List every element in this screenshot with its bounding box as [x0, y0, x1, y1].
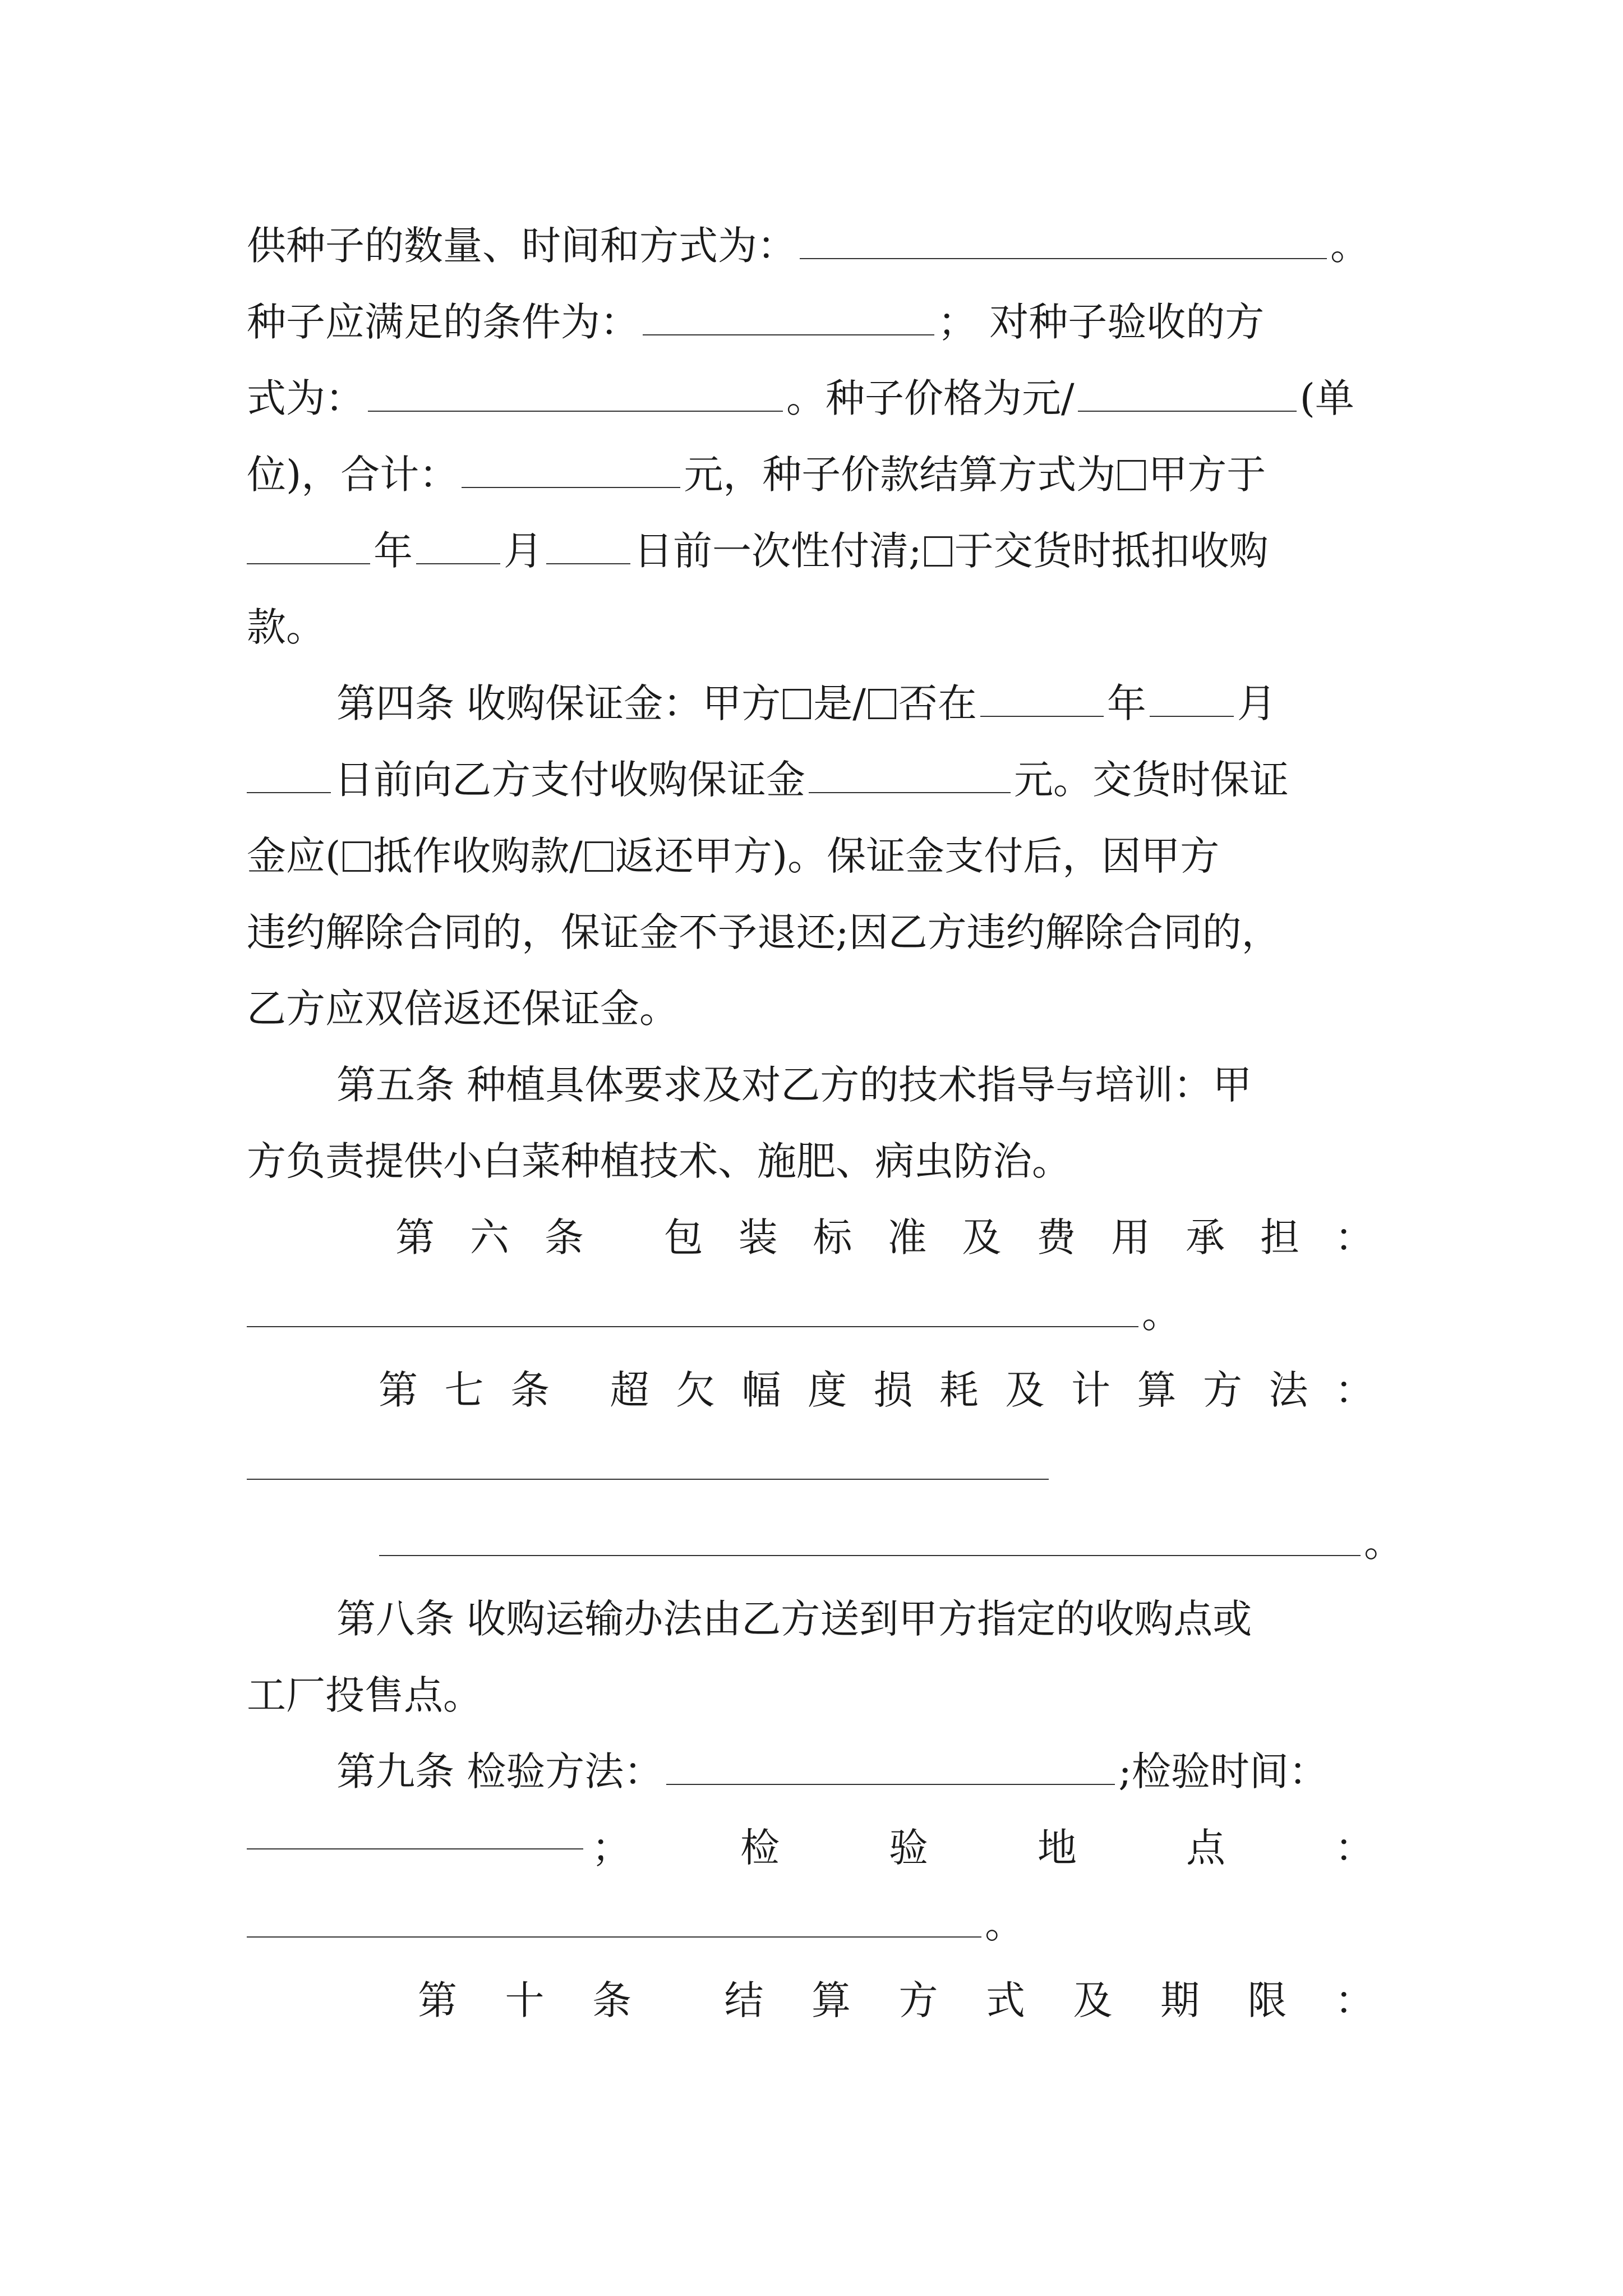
clause4-line2	[247, 749, 1374, 811]
clause5-line2	[247, 1130, 1374, 1192]
char: 算	[1137, 1367, 1177, 1413]
clause8-line2	[247, 1664, 1374, 1726]
char: 损	[873, 1367, 913, 1413]
clause4-line1	[336, 673, 1374, 734]
char: 十	[505, 1977, 545, 2023]
char: 第	[395, 1214, 435, 1260]
char: ：	[1335, 1825, 1374, 1871]
checkbox-return[interactable]	[585, 841, 613, 872]
char: ；	[592, 1825, 631, 1871]
text: 种子应满足的条件为：	[247, 299, 639, 345]
deposit-month-blank[interactable]	[1150, 684, 1234, 717]
char: 装	[738, 1214, 778, 1260]
clause3-line4	[247, 444, 1374, 505]
text: ； 对种子验收的方	[938, 299, 1265, 345]
total-amount-blank[interactable]	[462, 455, 680, 488]
text: 位)，合计：	[247, 452, 459, 498]
char: 费	[1036, 1214, 1076, 1260]
text: 方负责提供小白菜种植技术、施肥、病虫防治。	[247, 1138, 1071, 1184]
inspection-place-blank[interactable]	[247, 1905, 981, 1938]
char: 及	[1073, 1977, 1113, 2023]
text: 甲方于	[1148, 452, 1266, 498]
clause9-line2	[247, 1817, 1374, 1879]
deposit-day-blank[interactable]	[247, 761, 331, 793]
text: 月	[504, 528, 543, 574]
char: 点	[1186, 1825, 1225, 1871]
text: 年	[1106, 680, 1146, 726]
text: 是/	[813, 680, 866, 726]
clause3-line1	[247, 215, 1374, 277]
unit-blank[interactable]	[1078, 379, 1297, 412]
char: 耗	[939, 1367, 979, 1413]
text: (单	[1299, 375, 1354, 421]
char: 条	[510, 1367, 550, 1413]
checkbox-lump-sum[interactable]	[1118, 460, 1146, 490]
seed-conditions-blank[interactable]	[643, 303, 934, 335]
text: 元。交货时保证	[1014, 757, 1289, 803]
text: 。种子价格为元/	[786, 375, 1075, 421]
char: 标	[813, 1214, 852, 1260]
clause8-line1	[336, 1588, 1374, 1650]
char: 担	[1260, 1214, 1299, 1260]
char: 承	[1186, 1214, 1225, 1260]
text: 日前向乙方支付收购保证金	[334, 757, 805, 803]
char: 及	[962, 1214, 1002, 1260]
text: 式为：	[247, 375, 365, 421]
clause10-heading	[418, 1970, 1374, 2031]
checkbox-deposit-no[interactable]	[868, 689, 896, 719]
char: 地	[1038, 1825, 1077, 1871]
char: 度	[808, 1367, 847, 1413]
clause7-heading	[379, 1359, 1374, 1421]
checkbox-offset[interactable]	[343, 841, 371, 872]
char: 结	[724, 1977, 764, 2023]
text: 第四条 收购保证金：甲方	[336, 680, 781, 726]
text: 乙方应双倍返还保证金。	[247, 986, 679, 1032]
char: 第	[379, 1367, 418, 1413]
char: 验	[889, 1825, 928, 1871]
loss-method-blank-2[interactable]	[379, 1524, 1361, 1556]
clause9-line3	[247, 1893, 1374, 1955]
char: 方	[898, 1977, 938, 2023]
text: 第五条 种植具体要求及对乙方的技术指导与培训：甲	[336, 1062, 1252, 1108]
char: 六	[469, 1214, 509, 1260]
clause4-line4	[247, 901, 1374, 963]
year-blank[interactable]	[247, 532, 370, 564]
checkbox-deposit-yes[interactable]	[783, 689, 811, 719]
inspection-place-label	[592, 1817, 1374, 1879]
text: 否在	[898, 680, 977, 726]
clause5-line1	[336, 1054, 1374, 1116]
text: 供种子的数量、时间和方式为：	[247, 223, 796, 269]
char: 及	[1005, 1367, 1045, 1413]
text: 日前一次性付清;	[634, 528, 922, 574]
text: 年	[374, 528, 413, 574]
char: 算	[811, 1977, 851, 2023]
char: 条	[592, 1977, 631, 2023]
char: 条	[544, 1214, 584, 1260]
clause4-line3	[247, 825, 1374, 887]
loss-method-blank-1[interactable]	[247, 1447, 1049, 1480]
text: ;检验时间：	[1118, 1749, 1328, 1795]
char: 式	[986, 1977, 1025, 2023]
clause3-line3	[247, 367, 1374, 429]
clause6-line2	[247, 1283, 1374, 1345]
text: 返还甲方)。保证金支付后，因甲方	[615, 833, 1220, 879]
clause7-line3	[247, 1512, 1403, 1573]
char: 第	[418, 1977, 457, 2023]
day-blank[interactable]	[546, 532, 630, 564]
char: 欠	[676, 1367, 715, 1413]
text: 。	[1330, 223, 1370, 269]
text: 款。	[247, 604, 325, 650]
char: 幅	[741, 1367, 781, 1413]
text: 元，种子价款结算方式为	[684, 452, 1116, 498]
char: 法	[1269, 1367, 1308, 1413]
clause4-line5	[247, 978, 1374, 1039]
inspection-time-blank[interactable]	[247, 1817, 583, 1849]
seed-quantity-blank[interactable]	[800, 227, 1327, 259]
char: 用	[1111, 1214, 1151, 1260]
text: 第八条 收购运输办法由乙方送到甲方指定的收购点或	[336, 1596, 1252, 1642]
checkbox-deduct[interactable]	[924, 536, 952, 567]
text: 第九条 检验方法：	[336, 1749, 663, 1795]
char: 方	[1203, 1367, 1242, 1413]
clause6-heading	[395, 1207, 1374, 1268]
deposit-year-blank[interactable]	[980, 684, 1104, 717]
char: 准	[887, 1214, 927, 1260]
char: ：	[1335, 1367, 1374, 1413]
char: 限	[1247, 1977, 1287, 2023]
char: 期	[1160, 1977, 1200, 2023]
text: 。	[1142, 1291, 1181, 1337]
acceptance-method-blank[interactable]	[368, 379, 783, 412]
inspection-method-blank[interactable]	[666, 1752, 1115, 1785]
text: 抵作收购款/	[373, 833, 583, 879]
char: ：	[1334, 1214, 1374, 1260]
text: 。	[1364, 1520, 1403, 1566]
text: 月	[1237, 680, 1276, 726]
text: 违约解除合同的，保证金不予退还;因乙方违约解除合同的，	[247, 909, 1281, 955]
clause9-line1	[336, 1741, 1374, 1802]
char: 超	[610, 1367, 649, 1413]
char: 七	[444, 1367, 484, 1413]
char: 计	[1071, 1367, 1110, 1413]
clause3-line2	[247, 291, 1374, 353]
month-blank[interactable]	[416, 532, 500, 564]
clause3-line5	[247, 520, 1374, 582]
text: 。	[985, 1901, 1024, 1947]
packaging-blank[interactable]	[247, 1295, 1138, 1327]
text: 于交货时抵扣收购	[954, 528, 1269, 574]
text: 工厂投售点。	[247, 1672, 482, 1718]
clause7-line2	[247, 1435, 1374, 1497]
clause3-line6	[247, 596, 1374, 658]
deposit-amount-blank[interactable]	[809, 761, 1011, 793]
char: 包	[663, 1214, 703, 1260]
char: ：	[1335, 1977, 1374, 2023]
text: 金应(	[247, 833, 341, 879]
char: 检	[740, 1825, 780, 1871]
